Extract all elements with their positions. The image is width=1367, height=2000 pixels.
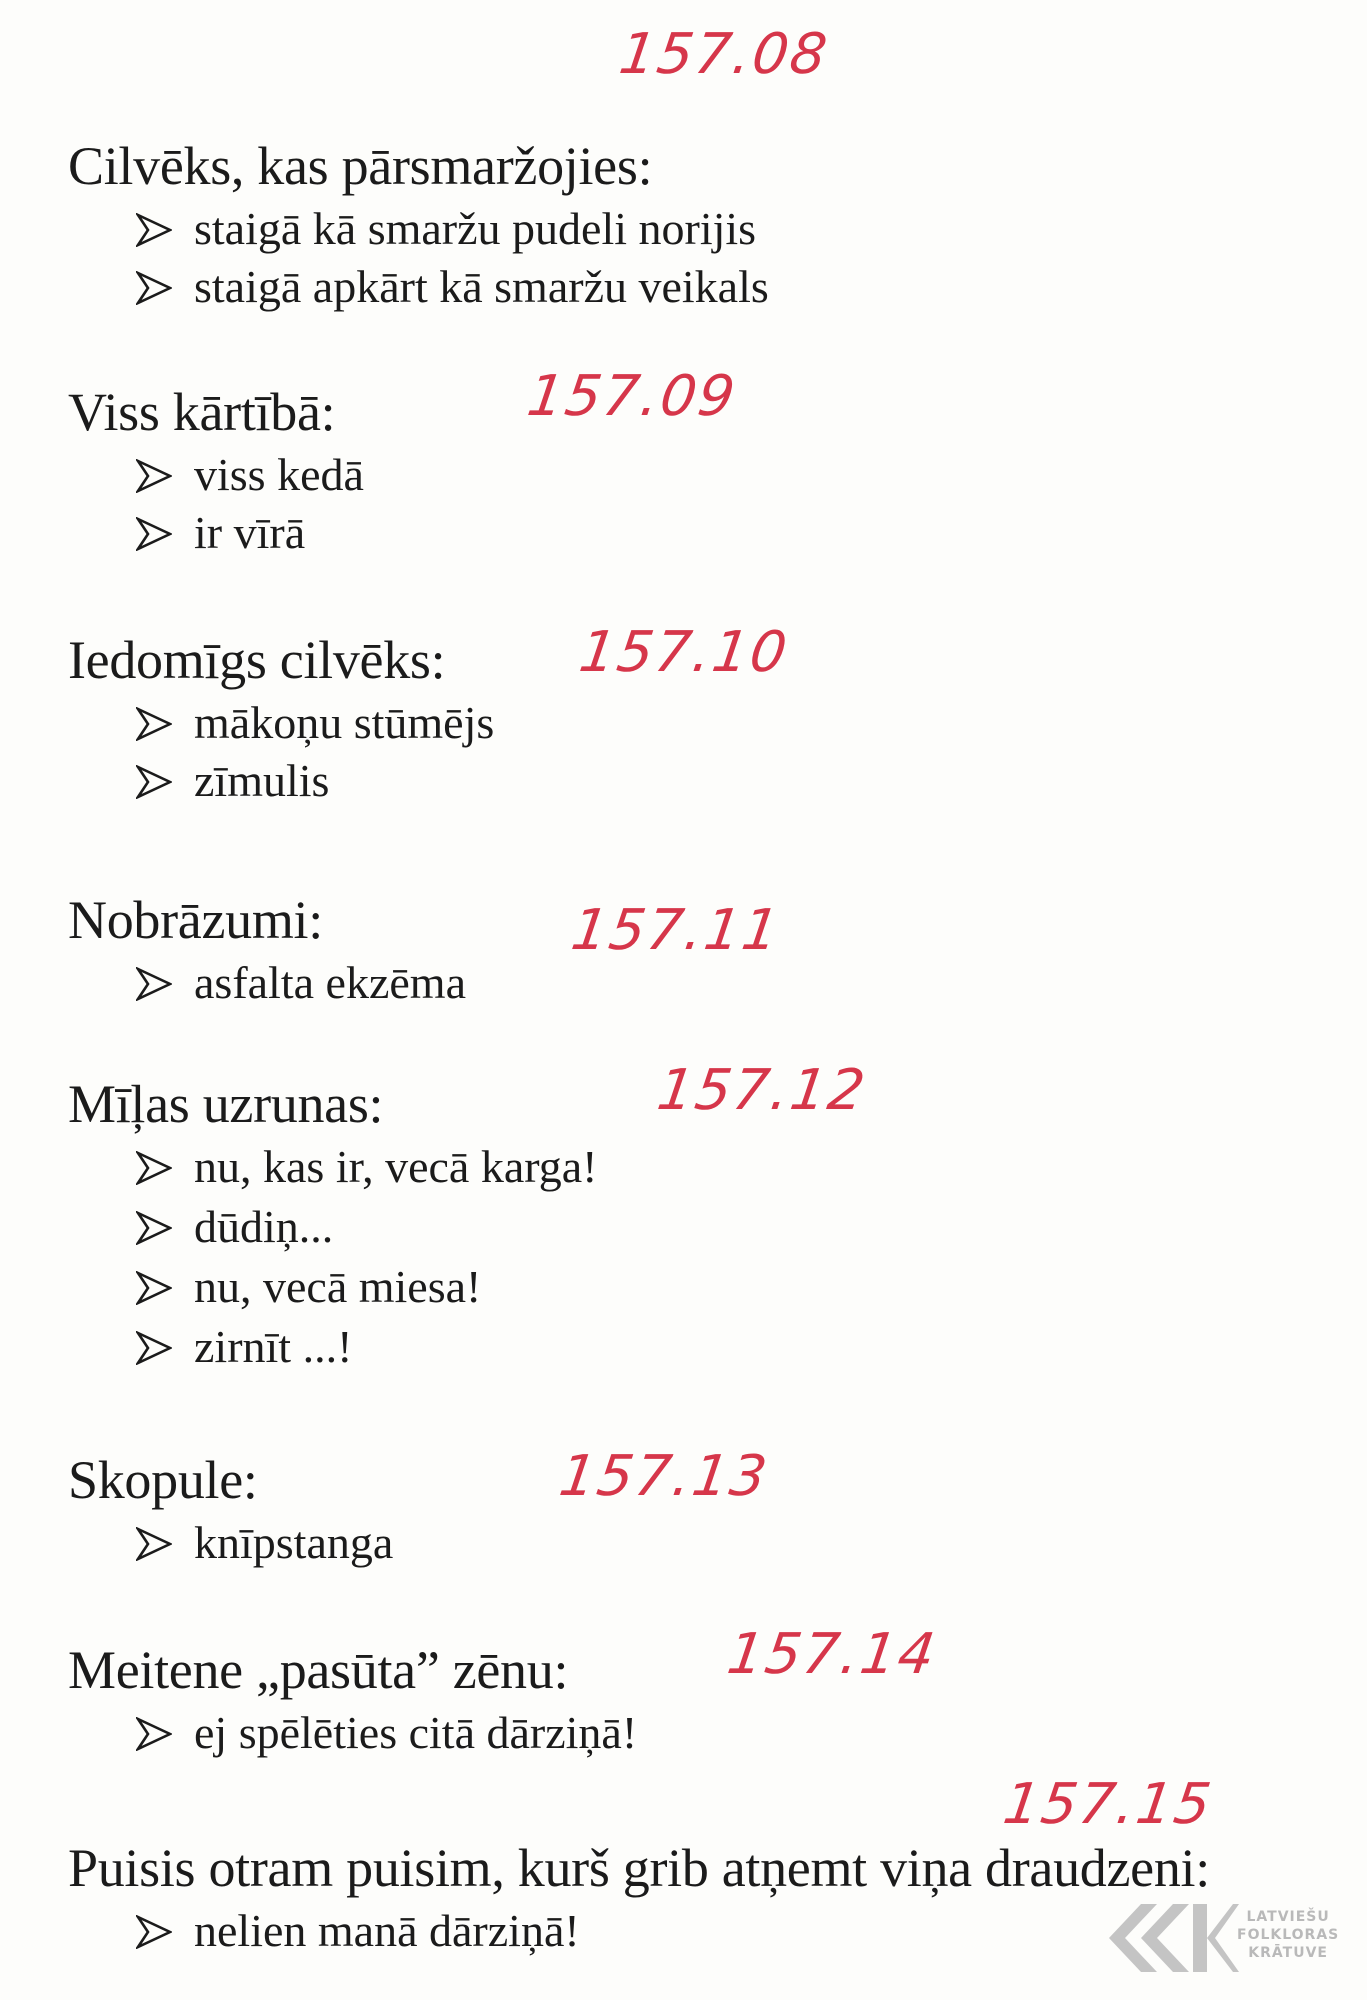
list-item	[136, 446, 364, 504]
entry-heading: Iedomīgs cilvēks:	[68, 630, 446, 690]
list-item	[136, 1138, 597, 1196]
archive-code: 157.14	[723, 1622, 941, 1687]
arrow-bullet-icon	[136, 967, 172, 1001]
entry-heading: Cilvēks, kas pārsmaržojies:	[68, 136, 653, 196]
arrow-bullet-icon	[136, 1211, 172, 1245]
list-item	[136, 954, 466, 1012]
arrow-bullet-icon	[136, 707, 172, 741]
list-item	[136, 1704, 637, 1762]
arrow-bullet-icon	[136, 517, 172, 551]
list-item-text: staigā apkārt kā smaržu veikals	[194, 261, 769, 312]
list-item-text: zīmulis	[194, 755, 330, 806]
arrow-bullet-icon	[136, 765, 172, 799]
list-item	[136, 1318, 352, 1376]
list-item-text: viss kedā	[194, 449, 364, 500]
arrow-bullet-icon	[136, 1527, 172, 1561]
logo-line: FOLKLORAS	[1237, 1927, 1340, 1943]
arrow-bullet-icon	[136, 271, 172, 305]
list-item	[136, 1902, 580, 1960]
list-item	[136, 258, 769, 316]
logo-line: KRĀTUVE	[1248, 1945, 1328, 1961]
arrow-bullet-icon	[136, 459, 172, 493]
list-item-text: ir vīrā	[194, 507, 306, 558]
list-item	[136, 1198, 333, 1256]
list-item-text: ej spēlēties citā dārziņā!	[194, 1707, 638, 1758]
archive-code: 157.10	[575, 620, 793, 685]
entry-heading: Skopule:	[68, 1450, 258, 1510]
list-item	[136, 694, 494, 752]
arrow-bullet-icon	[136, 213, 172, 247]
lfk-logo-icon	[1101, 1888, 1241, 1988]
entry-heading: Nobrāzumi:	[68, 890, 323, 950]
entry-heading: Viss kārtībā:	[68, 382, 336, 442]
entry-heading: Puisis otram puisim, kurš grib atņemt viņa draudzeni:	[68, 1838, 1210, 1898]
list-item-text: zirnīt ...!	[194, 1321, 353, 1372]
list-item-text: dūdiņ...	[194, 1201, 334, 1252]
list-item-text: asfalta ekzēma	[194, 957, 466, 1008]
archive-code: 157.08	[615, 22, 833, 87]
archive-code: 157.12	[653, 1058, 871, 1123]
list-item-text: knīpstanga	[194, 1517, 394, 1568]
list-item-text: mākoņu stūmējs	[194, 697, 495, 748]
arrow-bullet-icon	[136, 1331, 172, 1365]
archive-code: 157.13	[555, 1444, 773, 1509]
arrow-bullet-icon	[136, 1717, 172, 1751]
list-item	[136, 200, 756, 258]
list-item-text: staigā kā smaržu pudeli norijis	[194, 203, 757, 254]
entry-heading: Meitene „pasūta” zēnu:	[68, 1640, 569, 1700]
list-item	[136, 752, 329, 810]
arrow-bullet-icon	[136, 1271, 172, 1305]
list-item-text: nu, vecā miesa!	[194, 1261, 482, 1312]
arrow-bullet-icon	[136, 1915, 172, 1949]
list-item	[136, 1258, 481, 1316]
logo-line: LATVIEŠU	[1246, 1909, 1330, 1925]
archive-code: 157.09	[523, 364, 741, 429]
list-item-text: nelien manā dārziņā!	[194, 1905, 580, 1956]
entry-heading: Mīļas uzrunas:	[68, 1074, 384, 1134]
list-item	[136, 1514, 393, 1572]
arrow-bullet-icon	[136, 1151, 172, 1185]
folklore-archive-logo	[1101, 1888, 1353, 1988]
archive-code: 157.15	[999, 1772, 1217, 1837]
archive-code: 157.11	[567, 898, 785, 963]
logo-text	[1237, 1908, 1339, 1962]
list-item-text: nu, kas ir, vecā karga!	[194, 1141, 598, 1192]
list-item	[136, 504, 305, 562]
